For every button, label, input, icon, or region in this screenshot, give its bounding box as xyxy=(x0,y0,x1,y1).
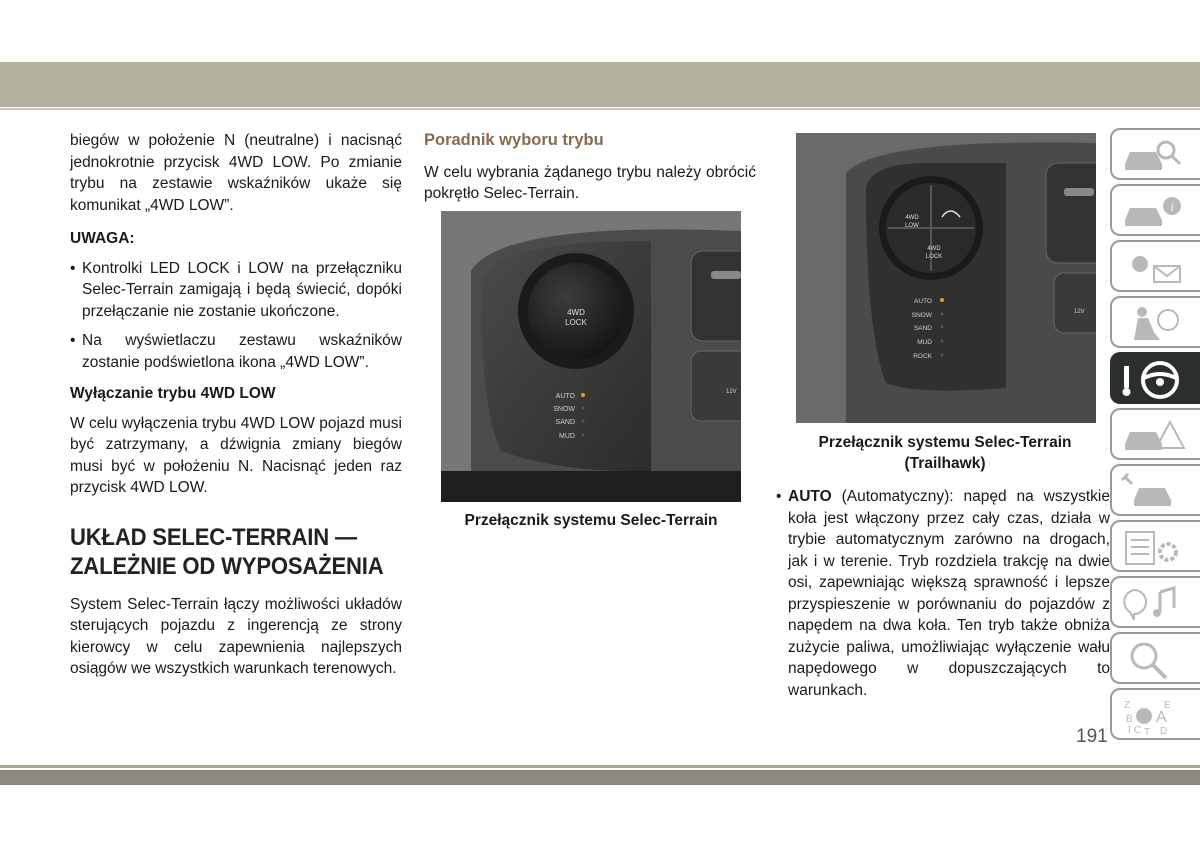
footer-band-line xyxy=(0,765,1200,768)
svg-text:i: i xyxy=(1170,200,1174,214)
tab-multimedia[interactable] xyxy=(1110,576,1200,628)
airbag-seat-icon xyxy=(1120,304,1190,344)
warning-lights-icon xyxy=(1120,248,1190,288)
index-letter: E xyxy=(1164,700,1171,711)
steering-wheel-key-icon xyxy=(1120,360,1190,400)
mode-label: SNOW xyxy=(911,312,932,319)
button-label-low: LOW xyxy=(905,223,919,229)
mode-label: AUTO xyxy=(914,298,932,305)
section-title-line-1: UKŁAD SELEC-TERRAIN — xyxy=(70,523,357,551)
index-letter: I xyxy=(1128,725,1131,736)
column-middle xyxy=(424,130,756,205)
index-letter: T xyxy=(1144,727,1151,736)
index-letter: D xyxy=(1160,726,1168,736)
mode-led xyxy=(582,420,585,423)
car-service-icon xyxy=(1120,472,1190,512)
mode-led xyxy=(582,407,585,410)
system-paragraph: System Selec-Terrain łączy możliwości układów sterujących pojazdu z ingerencją ze strony kierowcy w celu zapewnienia najlepszych osiągów we wszystkich warunkach terenowych. xyxy=(70,595,402,677)
tab-search[interactable] xyxy=(1110,632,1200,684)
photo-caption-selec-terrain: Przełącznik systemu Selec-Terrain xyxy=(464,512,718,529)
mode-led xyxy=(941,326,944,329)
button-label-lock: LOCK xyxy=(925,254,943,260)
index-abc-icon xyxy=(1120,696,1190,736)
index-letter: Z xyxy=(1124,700,1131,711)
usb-label: 12V xyxy=(1074,309,1085,315)
index-letter: B xyxy=(1126,714,1133,725)
header-band-line xyxy=(0,108,1200,110)
selec-terrain-trailhawk-photo xyxy=(796,133,1096,423)
car-search-icon xyxy=(1120,136,1190,176)
tab-warning-lights[interactable] xyxy=(1110,240,1200,292)
mode-led xyxy=(941,313,944,316)
knob-label-lock: LOCK xyxy=(565,318,587,327)
note-heading: UWAGA: xyxy=(70,230,135,247)
button-label-4wd: 4WD xyxy=(927,246,941,252)
tab-car-service[interactable] xyxy=(1110,464,1200,516)
mode-led xyxy=(941,340,944,343)
tab-airbag-seat[interactable] xyxy=(1110,296,1200,348)
usb-label: 12V xyxy=(726,389,737,395)
button-label-4wd: 4WD xyxy=(905,215,919,221)
mode-label: AUTO xyxy=(555,393,575,400)
tab-steering-wheel-key[interactable] xyxy=(1110,352,1200,404)
note-bullet-2: • Na wyświetlaczu zestawu wskaźników zostanie podświetlona ikona „4WD LOW”. xyxy=(70,330,402,373)
photo-caption-trailhawk xyxy=(776,432,1114,474)
mode-led xyxy=(581,393,585,397)
mode-label: ROCK xyxy=(913,353,932,360)
mode-guide-paragraph: W celu wybrania żądanego trybu należy obrócić pokrętło Selec-Terrain. xyxy=(424,163,756,202)
column-left xyxy=(70,130,402,680)
search-icon xyxy=(1120,640,1190,680)
footer-band xyxy=(0,770,1200,785)
tab-car-search[interactable] xyxy=(1110,128,1200,180)
selec-terrain-photo xyxy=(441,211,741,502)
index-letter: C xyxy=(1134,725,1142,736)
multimedia-icon xyxy=(1120,584,1190,624)
tab-specs-gears[interactable] xyxy=(1110,520,1200,572)
caption-line-1: Przełącznik systemu Selec-Terrain xyxy=(818,434,1072,451)
intro-paragraph: biegów w położenie N (neutralne) i nacisnąć jednokrotnie przycisk 4WD LOW. Po zmianie trybu na zestawie wskaźników ukaże się komunikat „4WD LOW”. xyxy=(70,132,402,214)
column-right-text xyxy=(776,486,1110,701)
mode-led xyxy=(941,354,944,357)
auto-description: (Automatyczny): napęd na wszystkie koła jest włączony przez cały czas, działa w trybie automatycznym zarówno na drogach, jak i w terenie. Tryb rozdziela trakcję na dwie osi, zapewniając większą sprawność i lepsze przyspieszenie w porównaniu do pojazdów z napędem na dwa koła. Ten tryb także obniża zużycie paliwa, umożliwiając wyłączenie wału napędowego w dopuszczających to warunkach. xyxy=(788,488,1110,699)
note-bullet-1: • Kontrolki LED LOCK i LOW na przełączniku Selec-Terrain zamigają i będą świecić, dopóki przełączanie nie zostanie ukończone. xyxy=(70,258,402,323)
mode-label: MUD xyxy=(917,339,932,346)
tab-car-warning[interactable] xyxy=(1110,408,1200,460)
knob-label-4wd: 4WD xyxy=(567,308,585,317)
header-band xyxy=(0,62,1200,107)
mode-led xyxy=(582,434,585,437)
caption-line-2: (Trailhawk) xyxy=(904,455,986,472)
tab-index[interactable] xyxy=(1110,688,1200,740)
mode-label: SAND xyxy=(555,419,575,426)
mode-led xyxy=(940,298,944,302)
subheading-4wd-low-off: Wyłączanie trybu 4WD LOW xyxy=(70,385,276,402)
specs-gears-icon xyxy=(1120,528,1190,568)
section-title-line-2: ZALEŻNIE OD WYPOSAŻENIA xyxy=(70,552,384,580)
subheading-paragraph: W celu wyłączenia trybu 4WD LOW pojazd musi być zatrzymany, a dźwignia zmiany biegów musi być w położeniu N. Nacisnąć jeden raz przycisk 4WD LOW. xyxy=(70,414,402,496)
index-letter: A xyxy=(1156,709,1167,726)
mode-label: MUD xyxy=(559,433,575,440)
section-heading-mode-guide: Poradnik wyboru trybu xyxy=(424,131,604,149)
mode-label: SNOW xyxy=(553,406,575,413)
auto-mode-bullet xyxy=(776,486,1110,701)
car-warning-icon xyxy=(1120,416,1190,456)
tab-car-info[interactable] xyxy=(1110,184,1200,236)
page-number: 191 xyxy=(1076,726,1108,747)
car-info-icon xyxy=(1120,192,1190,232)
mode-label: SAND xyxy=(913,325,932,332)
auto-term: AUTO xyxy=(788,488,832,505)
